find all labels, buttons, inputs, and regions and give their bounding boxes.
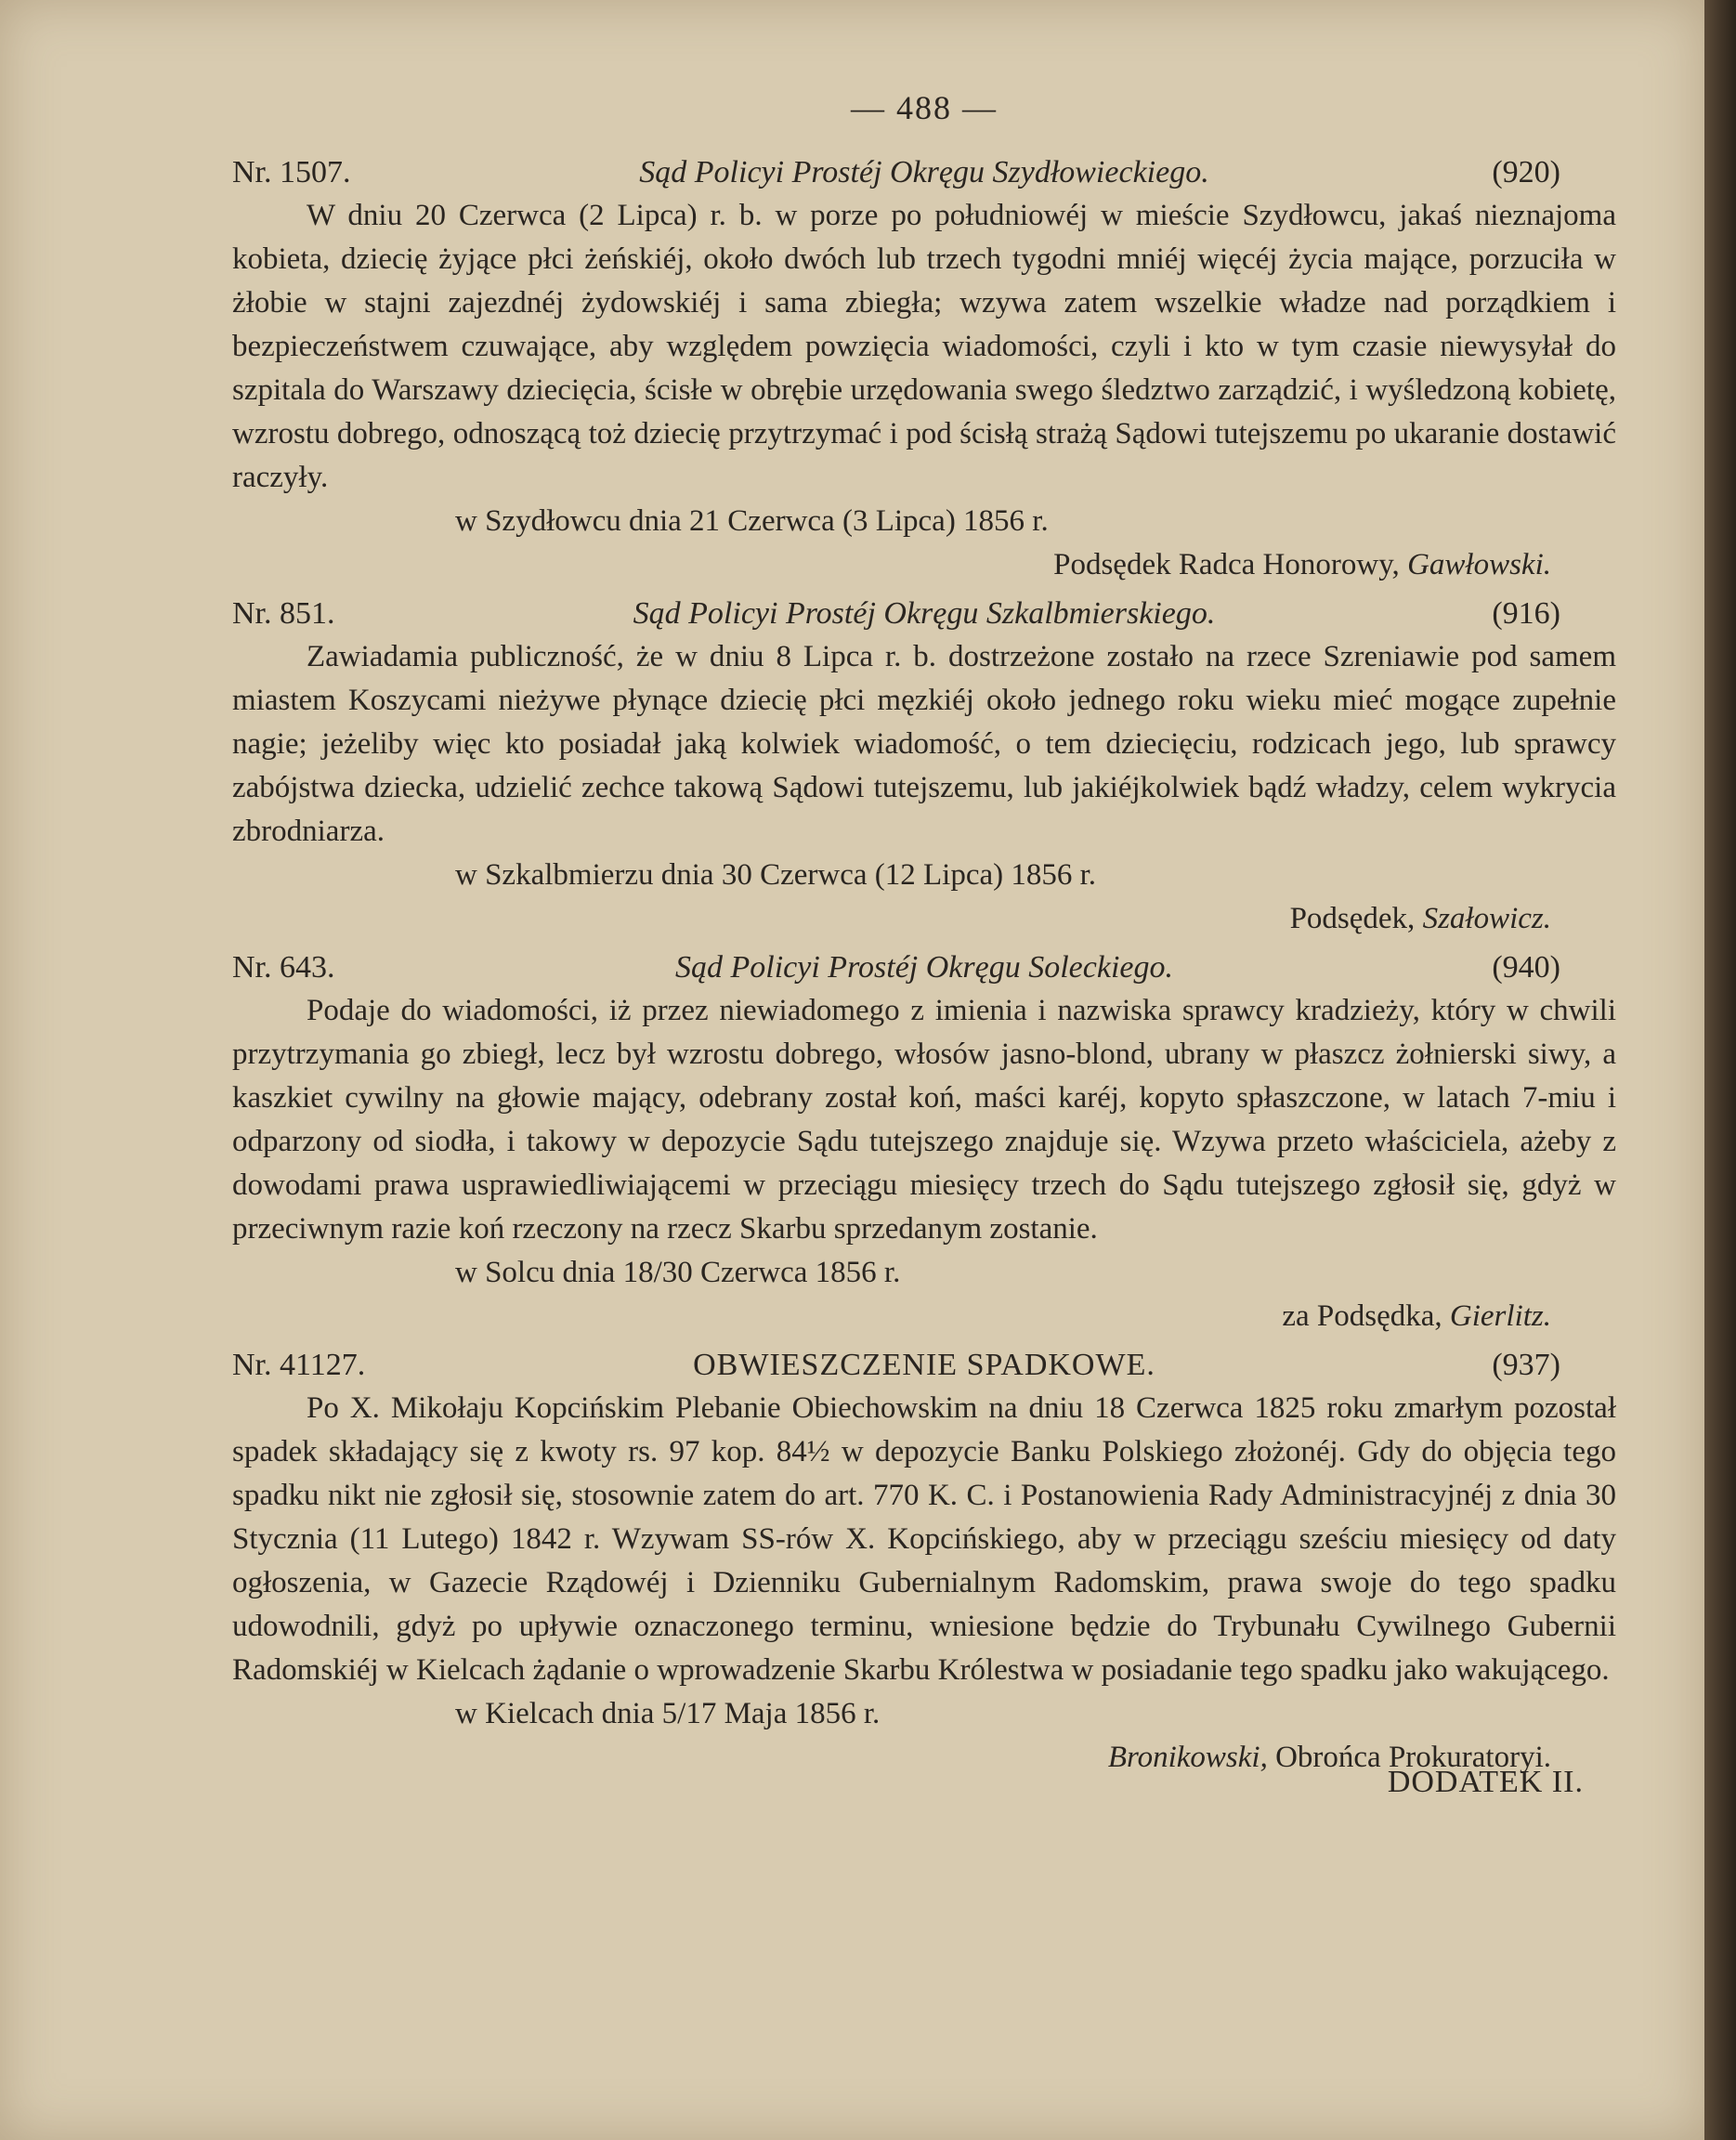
notice-code: (916) [1492,596,1560,631]
signature-name: Bronikowski, [1107,1741,1268,1774]
notice-dateline: w Kielcach dnia 5/17 Maja 1856 r. [455,1697,881,1730]
notice-title: OBWIESZCZENIE SPADKOWE. [693,1348,1155,1382]
notice-41127 [232,1344,1616,1780]
notice-1507 [232,151,1616,587]
notice-dateline: w Szydłowcu dnia 21 Czerwca (3 Lipca) 1856 r. [455,504,1049,538]
court-title: Sąd Policyi Prostéj Okręgu Szkalbmierskiego. [633,596,1216,631]
notice-signature [232,543,1616,587]
signature-title: Podsędek, [1289,902,1416,935]
notice-body: W dniu 20 Czerwca (2 Lipca) r. b. w porze po południowéj w mieście Szydłowcu, jakaś nieznajoma kobieta, dziecię żyjące płci żeńskiéj, około dwóch lub trzech tygodni mniéj więcéj życia mające, porzuciła w żłobie w stajni zajezdnéj żydowskiéj i sama zbiegła; wzywa zatem wszelkie władze nad porządkiem i bezpieczeństwem czuwające, aby względem powzięcia wiadomości, czyli i kto w tym czasie niewysyłał do szpitala do Warszawy dziecięcia, ścisłe w obrębie urzędowania swego śledztwo zarządzić, i wyśledzoną kobietę, wzrostu dobrego, odnoszącą toż dziecię przytrzymać i pod ścisłą strażą Sądowi tutejszemu po ukaranie dostawić raczyły. [232,199,1616,494]
notice-header [232,593,1616,635]
signature-name: Gierlitz. [1449,1299,1551,1333]
supplement-label: DODATEK II. [1387,1765,1584,1799]
notice-code: (940) [1492,950,1560,985]
notice-header [232,1344,1616,1387]
signature-name: Szałowicz. [1422,902,1551,935]
notice-dateline: w Solcu dnia 18/30 Czerwca 1856 r. [455,1256,901,1289]
notice-body: Podaje do wiadomości, iż przez niewiadomego z imienia i nazwiska sprawcy kradzieży, który w chwili przytrzymania go zbiegł, lecz był wzrostu dobrego, włosów jasno-blond, ubrany w płaszcz żołnierski siwy, a kaszkiet cywilny na głowie mający, odebrany został koń, maści karéj, kopyto spłaszczone, w latach 7-miu i odparzony od siodła, i takowy w depozycie Sądu tutejszego znajduje się. Wzywa przeto właściciela, ażeby z dowodami prawa usprawiedliwiającemi w przeciągu miesięcy trzech do Sądu tutejszego zgłosił się, gdyż w przeciwnym razie koń rzeczony na rzecz Skarbu sprzedanym zostanie. [232,994,1616,1246]
signature-name: Gawłowski. [1407,548,1551,581]
signature-title: Obrońca Prokuratoryi. [1275,1741,1551,1774]
notice-signature [232,897,1616,941]
page-number: — 488 — [851,89,998,126]
notice-dateline: w Szkalbmierzu dnia 30 Czerwca (12 Lipca) 1856 r. [455,858,1097,892]
court-title: Sąd Policyi Prostéj Okręgu Szydłowieckiego. [639,155,1209,189]
page-content [232,88,1616,1785]
notice-code: (937) [1492,1348,1560,1382]
notice-number: Nr. 851. [232,596,335,631]
notice-number: Nr. 1507. [232,155,351,189]
notice-body: Po X. Mikołaju Kopcińskim Plebanie Obiechowskim na dniu 18 Czerwca 1825 roku zmarłym pozostał spadek składający się z kwoty rs. 97 kop. 84½ w depozycie Banku Polskiego złożonéj. Gdy do objęcia tego spadku nikt nie zgłosił się, stosownie zatem do art. 770 K. C. i Postanowienia Rady Administracyjnéj z dnia 30 Stycznia (11 Lutego) 1842 r. Wzywam SS-rów X. Kopcińskiego, aby w przeciągu sześciu miesięcy od daty ogłoszenia, w Gazecie Rządowéj i Dzienniku Gubernialnym Radomskim, prawa swoje do tego spadku udowodnili, gdyż po upływie oznaczonego terminu, wniesione będzie do Trybunału Cywilnego Gubernii Radomskiéj w Kielcach żądanie o wprowadzenie Skarbu Królestwa w posiadanie tego spadku jako wakującego. [232,1391,1616,1687]
signature-title: Podsędek Radca Honorowy, [1053,548,1400,581]
court-title: Sąd Policyi Prostéj Okręgu Soleckiego. [675,950,1173,985]
notice-number: Nr. 41127. [232,1348,366,1382]
notice-851 [232,593,1616,941]
page-edge [1704,0,1736,2140]
signature-title: za Podsędka, [1282,1299,1442,1333]
notice-header [232,946,1616,989]
notice-code: (920) [1492,155,1560,189]
notice-signature [232,1295,1616,1338]
notice-number: Nr. 643. [232,950,335,985]
notice-643 [232,946,1616,1338]
notice-body: Zawiadamia publiczność, że w dniu 8 Lipca r. b. dostrzeżone zostało na rzece Szreniawie pod samem miastem Koszycami nieżywe płynące dziecię płci męzkiéj około jednego roku wieku mieć mogące zupełnie nagie; jeżeliby więc kto posiadał jaką kolwiek wiadomość, o tem dziecięciu, rodzicach jego, lub sprawcy zabójstwa dziecka, udzielić zechce takową Sądowi tutejszemu, lub jakiéjkolwiek bądź władzy, celem wykrycia zbrodniarza. [232,640,1616,848]
notice-header [232,151,1616,194]
